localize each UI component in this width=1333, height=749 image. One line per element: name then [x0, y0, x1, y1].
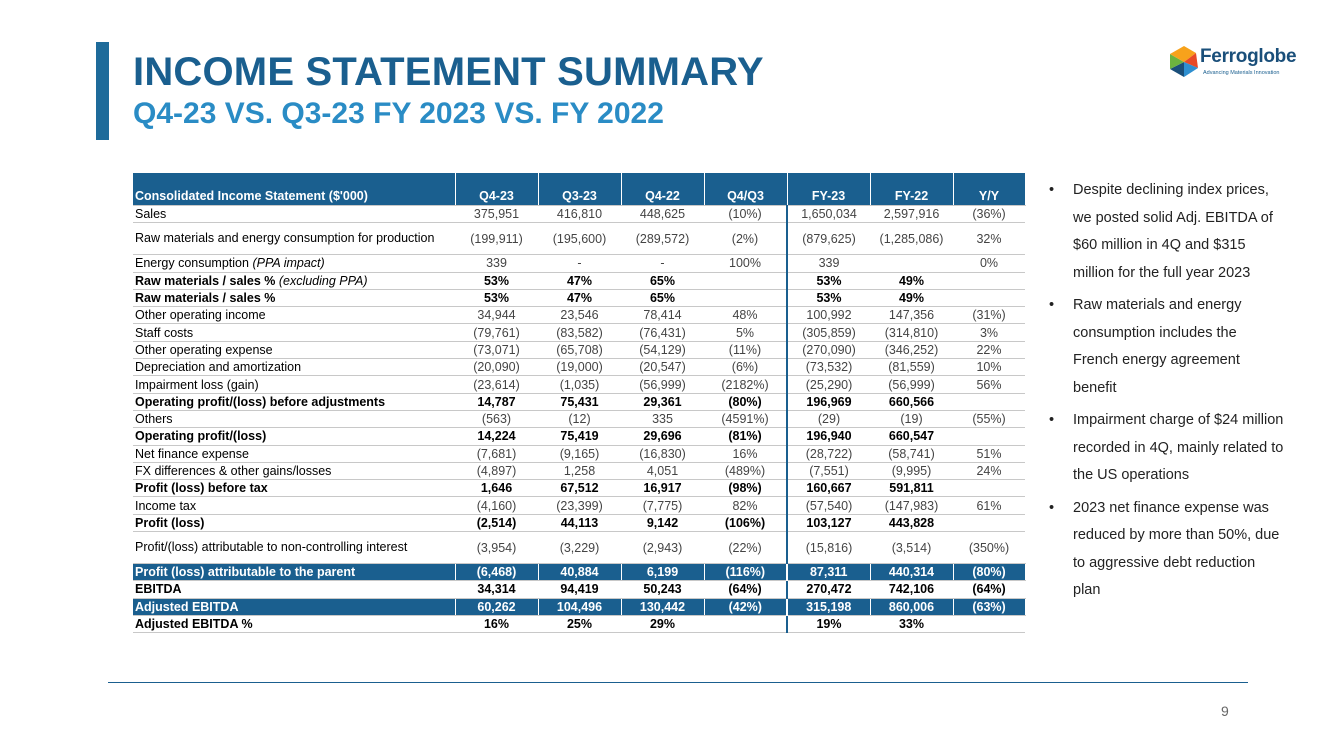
table-row [133, 341, 1025, 358]
table-cell: 48% [704, 307, 787, 324]
table-cell: (116%) [704, 564, 787, 581]
row-label [133, 341, 455, 358]
table-cell: (56,999) [621, 376, 704, 393]
row-label-text: Other operating expense [135, 342, 273, 357]
table-cell: 87,311 [787, 564, 870, 581]
table-cell: 270,472 [787, 581, 870, 598]
row-label-note: (excluding PPA) [278, 273, 368, 288]
table-cell: 6,199 [621, 564, 704, 581]
table-cell: (9,165) [538, 445, 621, 462]
row-label-text: Profit (loss) before tax [135, 481, 268, 496]
row-label [133, 532, 455, 564]
footer-divider [108, 682, 1248, 683]
table-cell: 416,810 [538, 206, 621, 223]
table-cell: 591,811 [870, 480, 953, 497]
table-cell: 19% [787, 615, 870, 632]
table-cell: (19) [870, 410, 953, 427]
table-row [133, 206, 1025, 223]
row-label [133, 462, 455, 479]
row-label-text: Sales [135, 207, 167, 222]
table-cell: (7,551) [787, 462, 870, 479]
table-cell: (195,600) [538, 223, 621, 255]
bullet-text: Impairment charge of $24 million recorded in 4Q, mainly related to the US operations [1073, 412, 1284, 483]
row-label-text: Net finance expense [135, 446, 249, 461]
bullet-dot-icon: • [1049, 412, 1055, 428]
logo-tagline: Advancing Materials Innovation [1203, 70, 1280, 76]
table-cell: (64%) [953, 581, 1025, 598]
table-cell: (879,625) [787, 223, 870, 255]
table-cell: 103,127 [787, 514, 870, 531]
row-label [133, 272, 455, 289]
table-row [133, 497, 1025, 514]
table-cell: 29,696 [621, 428, 704, 445]
column-header: Y/Y [953, 173, 1025, 206]
row-label [133, 564, 455, 581]
row-label [133, 307, 455, 324]
row-label [133, 393, 455, 410]
table-cell: (2%) [704, 223, 787, 255]
table-cell: 32% [953, 223, 1025, 255]
table-cell: (23,614) [455, 376, 538, 393]
table-cell: 2,597,916 [870, 206, 953, 223]
table-cell: (20,547) [621, 359, 704, 376]
table-cell: 1,650,034 [787, 206, 870, 223]
row-label-text: Energy consumption [135, 256, 249, 271]
table-cell: (42%) [704, 598, 787, 615]
table-cell: (15,816) [787, 532, 870, 564]
table-cell: 339 [787, 255, 870, 272]
column-header: Q4-23 [455, 173, 538, 206]
row-label-text: Operating profit/(loss) [135, 429, 267, 444]
row-label-text: Operating profit/(loss) before adjustments [135, 394, 386, 409]
table-cell: (98%) [704, 480, 787, 497]
table-cell: (16,830) [621, 445, 704, 462]
column-header-label: Consolidated Income Statement ($'000) [133, 173, 455, 206]
table-cell: (2182%) [704, 376, 787, 393]
row-label [133, 206, 455, 223]
commentary-bullet [1049, 177, 1284, 287]
table-cell: 315,198 [787, 598, 870, 615]
table-cell [953, 615, 1025, 632]
row-label [133, 615, 455, 632]
table-cell: (54,129) [621, 341, 704, 358]
page-subtitle: Q4-23 VS. Q3-23 FY 2023 VS. FY 2022 [133, 97, 664, 130]
table-row [133, 615, 1025, 632]
table-cell: (199,911) [455, 223, 538, 255]
row-label-text: Profit (loss) [135, 515, 205, 530]
table-cell: 100,992 [787, 307, 870, 324]
table-cell: 67,512 [538, 480, 621, 497]
table-cell: 33% [870, 615, 953, 632]
table-cell: 375,951 [455, 206, 538, 223]
row-label [133, 223, 455, 255]
table-cell: 49% [870, 289, 953, 306]
table-cell: (147,983) [870, 497, 953, 514]
table-cell: 53% [787, 289, 870, 306]
table-cell: (4,897) [455, 462, 538, 479]
table-cell: 130,442 [621, 598, 704, 615]
column-header: Q4-22 [621, 173, 704, 206]
row-label [133, 359, 455, 376]
logo-wordmark: Ferroglobe [1200, 46, 1297, 67]
table-row [133, 514, 1025, 531]
bullet-text: Despite declining index prices, we posted solid Adj. EBITDA of $60 million in 4Q and $315 million for the full year 2023 [1073, 182, 1273, 281]
table-cell: (81,559) [870, 359, 953, 376]
row-label-text: Impairment loss (gain) [135, 377, 259, 392]
table-cell: (106%) [704, 514, 787, 531]
table-cell: 47% [538, 272, 621, 289]
bullet-text: Raw materials and energy consumption includes the French energy agreement benefit [1073, 297, 1242, 396]
row-label [133, 324, 455, 341]
page-title: INCOME STATEMENT SUMMARY [133, 50, 764, 94]
table-cell: (64%) [704, 581, 787, 598]
column-header: FY-22 [870, 173, 953, 206]
table-cell: (73,532) [787, 359, 870, 376]
table-row [133, 393, 1025, 410]
row-label [133, 497, 455, 514]
table-row [133, 272, 1025, 289]
table-row [133, 289, 1025, 306]
row-label [133, 514, 455, 531]
table-cell: 860,006 [870, 598, 953, 615]
table-cell [953, 514, 1025, 531]
row-label-text: Others [135, 412, 173, 427]
table-body [133, 206, 1025, 633]
table-cell: (4591%) [704, 410, 787, 427]
table-cell: (23,399) [538, 497, 621, 514]
row-label-note: (PPA impact) [252, 256, 325, 271]
table-cell: (28,722) [787, 445, 870, 462]
row-label [133, 289, 455, 306]
table-cell: (63%) [953, 598, 1025, 615]
row-label-text: Other operating income [135, 308, 266, 323]
table-cell: 75,431 [538, 393, 621, 410]
table-cell: 660,547 [870, 428, 953, 445]
table-cell: (76,431) [621, 324, 704, 341]
table-cell: 75,419 [538, 428, 621, 445]
bullet-dot-icon: • [1049, 499, 1055, 516]
table-cell: 34,314 [455, 581, 538, 598]
table-cell [704, 289, 787, 306]
table-cell: (289,572) [621, 223, 704, 255]
table-cell: 65% [621, 289, 704, 306]
table-cell: (55%) [953, 410, 1025, 427]
row-label-text: Profit/(loss) attributable to non-controlling interest [135, 540, 408, 555]
title-accent-bar [96, 42, 109, 140]
table-cell: 742,106 [870, 581, 953, 598]
table-cell: (2,943) [621, 532, 704, 564]
table-cell: (57,540) [787, 497, 870, 514]
table-cell: (56,999) [870, 376, 953, 393]
row-label-text: Raw materials / sales % [135, 273, 276, 288]
table-cell: 78,414 [621, 307, 704, 324]
table-cell: 40,884 [538, 564, 621, 581]
table-cell: 4,051 [621, 462, 704, 479]
table-cell: (29) [787, 410, 870, 427]
row-label [133, 255, 455, 272]
table-cell: 0% [953, 255, 1025, 272]
table-cell: (19,000) [538, 359, 621, 376]
table-cell: 443,828 [870, 514, 953, 531]
table-cell: (22%) [704, 532, 787, 564]
row-label-text: Staff costs [135, 325, 194, 340]
row-label [133, 428, 455, 445]
table-cell: 1,258 [538, 462, 621, 479]
table-cell: 47% [538, 289, 621, 306]
row-label-text: Income tax [135, 498, 197, 513]
table-cell: 100% [704, 255, 787, 272]
table-cell: 25% [538, 615, 621, 632]
row-label-text: Adjusted EBITDA [135, 599, 239, 614]
table-cell: (1,035) [538, 376, 621, 393]
table-cell: 9,142 [621, 514, 704, 531]
table-cell: (79,761) [455, 324, 538, 341]
table-cell: 24% [953, 462, 1025, 479]
table-row [133, 223, 1025, 255]
table-row [133, 462, 1025, 479]
table-cell [870, 255, 953, 272]
table-cell: 339 [455, 255, 538, 272]
table-cell: (73,071) [455, 341, 538, 358]
table-cell: (489%) [704, 462, 787, 479]
table-cell: (81%) [704, 428, 787, 445]
row-label-text: Depreciation and amortization [135, 360, 302, 375]
table-cell: (12) [538, 410, 621, 427]
table-cell: 53% [455, 272, 538, 289]
bullet-dot-icon: • [1049, 297, 1055, 313]
table-cell: (4,160) [455, 497, 538, 514]
table-cell: (25,290) [787, 376, 870, 393]
table-cell: (6,468) [455, 564, 538, 581]
bullet-text: 2023 net finance expense was reduced by more than 50%, due to aggressive debt reduction plan [1073, 499, 1280, 598]
column-header: FY-23 [787, 173, 870, 206]
table-cell: (7,775) [621, 497, 704, 514]
table-row [133, 581, 1025, 598]
table-cell: (9,995) [870, 462, 953, 479]
row-label [133, 376, 455, 393]
table-cell [704, 615, 787, 632]
table-cell [953, 289, 1025, 306]
table-cell: (36%) [953, 206, 1025, 223]
bullet-dot-icon: • [1049, 182, 1055, 198]
table-cell: 29% [621, 615, 704, 632]
table-cell: 51% [953, 445, 1025, 462]
table-cell: (80%) [953, 564, 1025, 581]
table-cell: (58,741) [870, 445, 953, 462]
table-cell: (1,285,086) [870, 223, 953, 255]
table-cell: 196,969 [787, 393, 870, 410]
table-cell: 56% [953, 376, 1025, 393]
row-label [133, 445, 455, 462]
table-cell: 16% [455, 615, 538, 632]
table-cell: (314,810) [870, 324, 953, 341]
table-cell [953, 272, 1025, 289]
row-label-text: Adjusted EBITDA % [135, 617, 253, 632]
table-cell: 5% [704, 324, 787, 341]
table-cell: 34,944 [455, 307, 538, 324]
table-cell: (346,252) [870, 341, 953, 358]
table-row [133, 445, 1025, 462]
table-cell: 1,646 [455, 480, 538, 497]
commentary-bullet [1049, 292, 1284, 402]
table-row [133, 598, 1025, 615]
table-cell: 104,496 [538, 598, 621, 615]
table-cell: (2,514) [455, 514, 538, 531]
table-cell: 16,917 [621, 480, 704, 497]
table-cell: 49% [870, 272, 953, 289]
table-cell: (6%) [704, 359, 787, 376]
table-cell [953, 428, 1025, 445]
row-label-text: Profit (loss) attributable to the parent [135, 565, 356, 580]
row-label-text: Raw materials and energy consumption for production [135, 231, 435, 246]
table-row [133, 359, 1025, 376]
table-row [133, 255, 1025, 272]
table-cell: (80%) [704, 393, 787, 410]
table-cell: 10% [953, 359, 1025, 376]
table-row [133, 480, 1025, 497]
table-cell: 29,361 [621, 393, 704, 410]
table-row [133, 428, 1025, 445]
column-header: Q3-23 [538, 173, 621, 206]
commentary-bullet [1049, 407, 1284, 490]
row-label [133, 598, 455, 615]
commentary-bullet [1049, 495, 1284, 605]
table-cell: 196,940 [787, 428, 870, 445]
table-cell: 660,566 [870, 393, 953, 410]
table-row [133, 410, 1025, 427]
table-cell: 14,224 [455, 428, 538, 445]
table-cell: 50,243 [621, 581, 704, 598]
table-cell: 23,546 [538, 307, 621, 324]
table-cell [953, 393, 1025, 410]
table-row [133, 307, 1025, 324]
table-cell: (305,859) [787, 324, 870, 341]
table-cell: (11%) [704, 341, 787, 358]
row-label-text: FX differences & other gains/losses [135, 464, 332, 478]
table-cell [953, 480, 1025, 497]
table-cell: 14,787 [455, 393, 538, 410]
table-row [133, 324, 1025, 341]
table-cell: 16% [704, 445, 787, 462]
table-row [133, 532, 1025, 564]
table-cell: 65% [621, 272, 704, 289]
row-label [133, 410, 455, 427]
table-row [133, 376, 1025, 393]
table-cell: 147,356 [870, 307, 953, 324]
table-cell: 61% [953, 497, 1025, 514]
ferroglobe-logo-icon [1166, 44, 1202, 80]
table-cell: 448,625 [621, 206, 704, 223]
row-label-text: EBITDA [135, 582, 182, 597]
table-cell: (31%) [953, 307, 1025, 324]
table-cell: (20,090) [455, 359, 538, 376]
table-cell: (3,229) [538, 532, 621, 564]
table-cell: (563) [455, 410, 538, 427]
table-cell: 53% [455, 289, 538, 306]
table-cell: 82% [704, 497, 787, 514]
table-row [133, 564, 1025, 581]
table-cell: - [621, 255, 704, 272]
table-cell: 22% [953, 341, 1025, 358]
table-cell: (3,514) [870, 532, 953, 564]
table-cell: 440,314 [870, 564, 953, 581]
table-cell: 335 [621, 410, 704, 427]
table-cell: 53% [787, 272, 870, 289]
row-label [133, 480, 455, 497]
table-cell: 44,113 [538, 514, 621, 531]
row-label [133, 581, 455, 598]
commentary-bullets [1049, 177, 1284, 610]
table-cell: (3,954) [455, 532, 538, 564]
table-cell [704, 272, 787, 289]
table-cell: 60,262 [455, 598, 538, 615]
table-cell: (83,582) [538, 324, 621, 341]
table-cell: 160,667 [787, 480, 870, 497]
table-cell: 94,419 [538, 581, 621, 598]
income-statement-table [133, 173, 1026, 633]
table-cell: (7,681) [455, 445, 538, 462]
row-label-text: Raw materials / sales % [135, 291, 276, 306]
table-header-row [133, 173, 1025, 206]
table-cell: (270,090) [787, 341, 870, 358]
table-cell: 3% [953, 324, 1025, 341]
table-cell: (65,708) [538, 341, 621, 358]
table-cell: - [538, 255, 621, 272]
table-cell: (10%) [704, 206, 787, 223]
page-number: 9 [1221, 703, 1229, 719]
table-cell: (350%) [953, 532, 1025, 564]
column-header: Q4/Q3 [704, 173, 787, 206]
